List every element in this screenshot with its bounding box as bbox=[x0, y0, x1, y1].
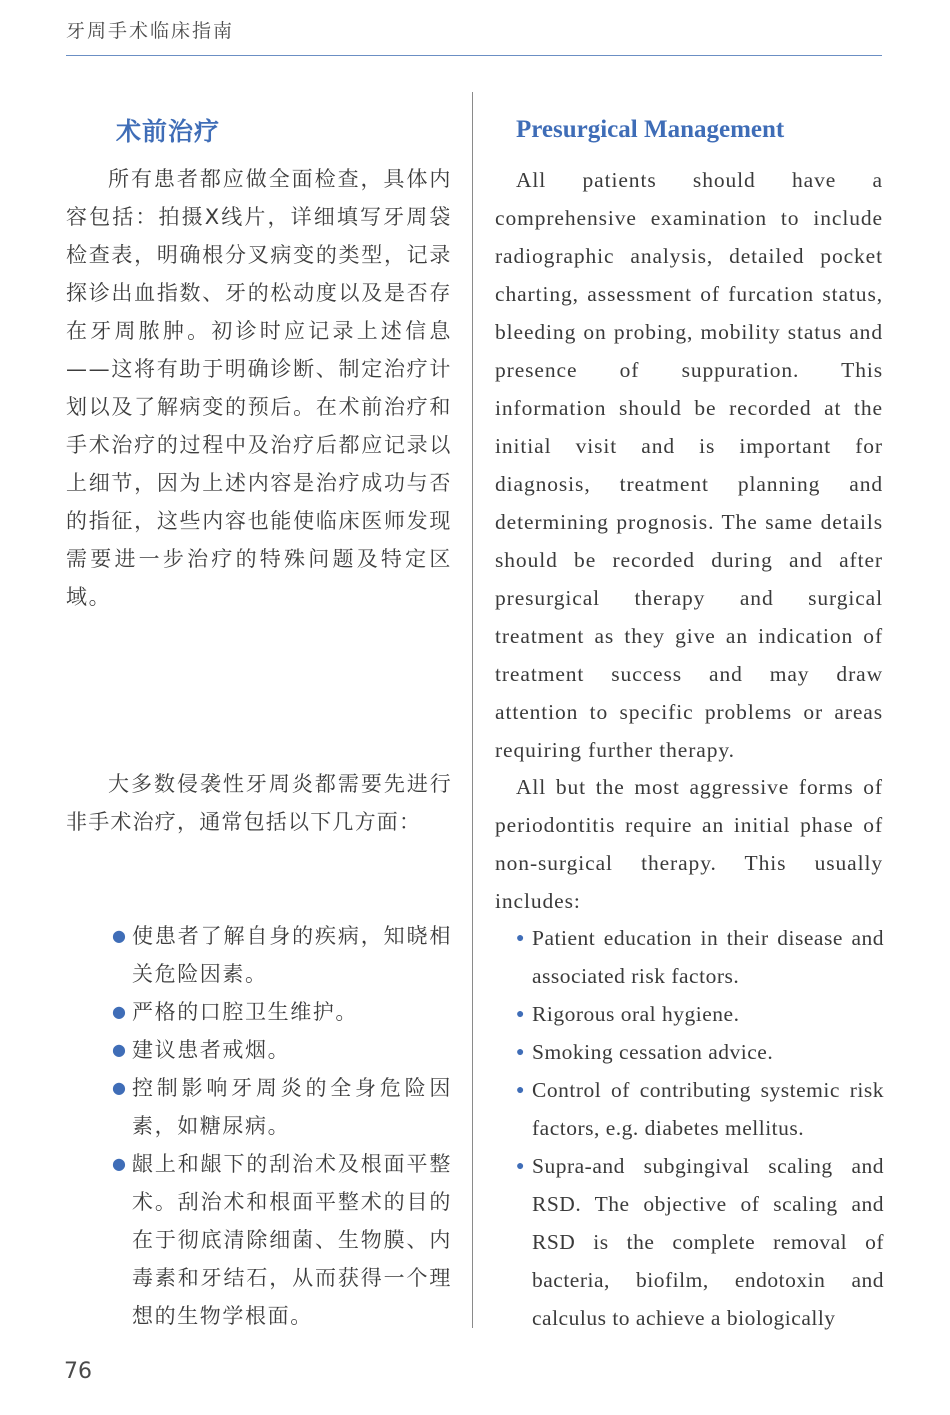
list-item bbox=[516, 1071, 884, 1147]
bullet-icon: ● bbox=[112, 1154, 128, 1173]
list-item-text: 严格的口腔卫生维护。 bbox=[132, 1000, 358, 1024]
list-item bbox=[112, 1069, 452, 1145]
chinese-bullet-list bbox=[112, 917, 452, 1335]
list-item-text: Supra-and subgingival scaling and RSD. The objective of scaling and RSD is the complete removal of bacteria, biofilm, endotoxin and calculus to achieve a biologically bbox=[532, 1154, 884, 1330]
bullet-icon: ● bbox=[516, 1045, 525, 1060]
column-divider bbox=[472, 92, 473, 1328]
list-item-text: Rigorous oral hygiene. bbox=[532, 1002, 740, 1026]
list-item-text: 使患者了解自身的疾病，知晓相关危险因素。 bbox=[132, 924, 452, 986]
english-bullet-list bbox=[516, 919, 884, 1337]
list-item-text: 龈上和龈下的刮治术及根面平整术。刮治术和根面平整术的目的在于彻底清除细菌、生物膜、内毒素和牙结石，从而获得一个理想的生物学根面。 bbox=[132, 1152, 452, 1328]
chinese-paragraph-2: 大多数侵袭性牙周炎都需要先进行非手术治疗，通常包括以下几方面： bbox=[66, 772, 452, 834]
list-item bbox=[516, 995, 884, 1033]
chinese-paragraph-1: 所有患者都应做全面检查，具体内容包括：拍摄X线片，详细填写牙周袋检查表，明确根分叉病变的类型，记录探诊出血指数、牙的松动度以及是否存在牙周脓肿。初诊时应记录上述信息——这将有助于明确诊断、制定治疗计划以及了解病变的预后。在术前治疗和手术治疗的过程中及治疗后都应记录以上细节，因为上述内容是治疗成功与否的指征，这些内容也能使临床医师发现需要进一步治疗的特殊问题及特定区域。 bbox=[66, 167, 452, 609]
bullet-icon: ● bbox=[112, 926, 128, 945]
list-item-text: 控制影响牙周炎的全身危险因素，如糖尿病。 bbox=[132, 1076, 452, 1138]
list-item-text: 建议患者戒烟。 bbox=[132, 1038, 291, 1062]
header-divider bbox=[66, 55, 882, 56]
list-item bbox=[112, 993, 452, 1031]
list-item bbox=[516, 919, 884, 995]
list-item bbox=[112, 917, 452, 993]
list-item bbox=[112, 1145, 452, 1335]
english-section-heading: Presurgical Management bbox=[516, 116, 785, 143]
list-item bbox=[516, 1033, 884, 1071]
bullet-icon: ● bbox=[516, 931, 525, 946]
list-item bbox=[112, 1031, 452, 1069]
list-item-text: Smoking cessation advice. bbox=[532, 1040, 774, 1064]
bullet-icon: ● bbox=[112, 1078, 128, 1097]
chinese-section-heading: 术前治疗 bbox=[116, 117, 221, 146]
page-number: 76 bbox=[64, 1359, 92, 1384]
bullet-icon: ● bbox=[516, 1007, 525, 1022]
list-item bbox=[516, 1147, 884, 1337]
bullet-icon: ● bbox=[112, 1040, 128, 1059]
english-paragraph-2: All but the most aggressive forms of periodontitis require an initial phase of non-surgical therapy. This usually includes: bbox=[495, 775, 883, 913]
list-item-text: Patient education in their disease and associated risk factors. bbox=[532, 926, 884, 988]
english-paragraph-1: All patients should have a comprehensive examination to include radiographic analysis, detailed pocket charting, assessment of furcation status, bleeding on probing, mobility status and presence of suppuration. This information should be recorded at the initial visit and is important for diagnosis, treatment planning and determining prognosis. The same details should be recorded during and after presurgical therapy and surgical treatment as they give an indication of treatment success and may draw attention to specific problems or areas requiring further therapy. bbox=[495, 168, 883, 762]
bullet-icon: ● bbox=[516, 1083, 525, 1098]
bullet-icon: ● bbox=[516, 1159, 525, 1174]
running-header-title: 牙周手术临床指南 bbox=[66, 20, 235, 42]
list-item-text: Control of contributing systemic risk factors, e.g. diabetes mellitus. bbox=[532, 1078, 884, 1140]
bullet-icon: ● bbox=[112, 1002, 128, 1021]
